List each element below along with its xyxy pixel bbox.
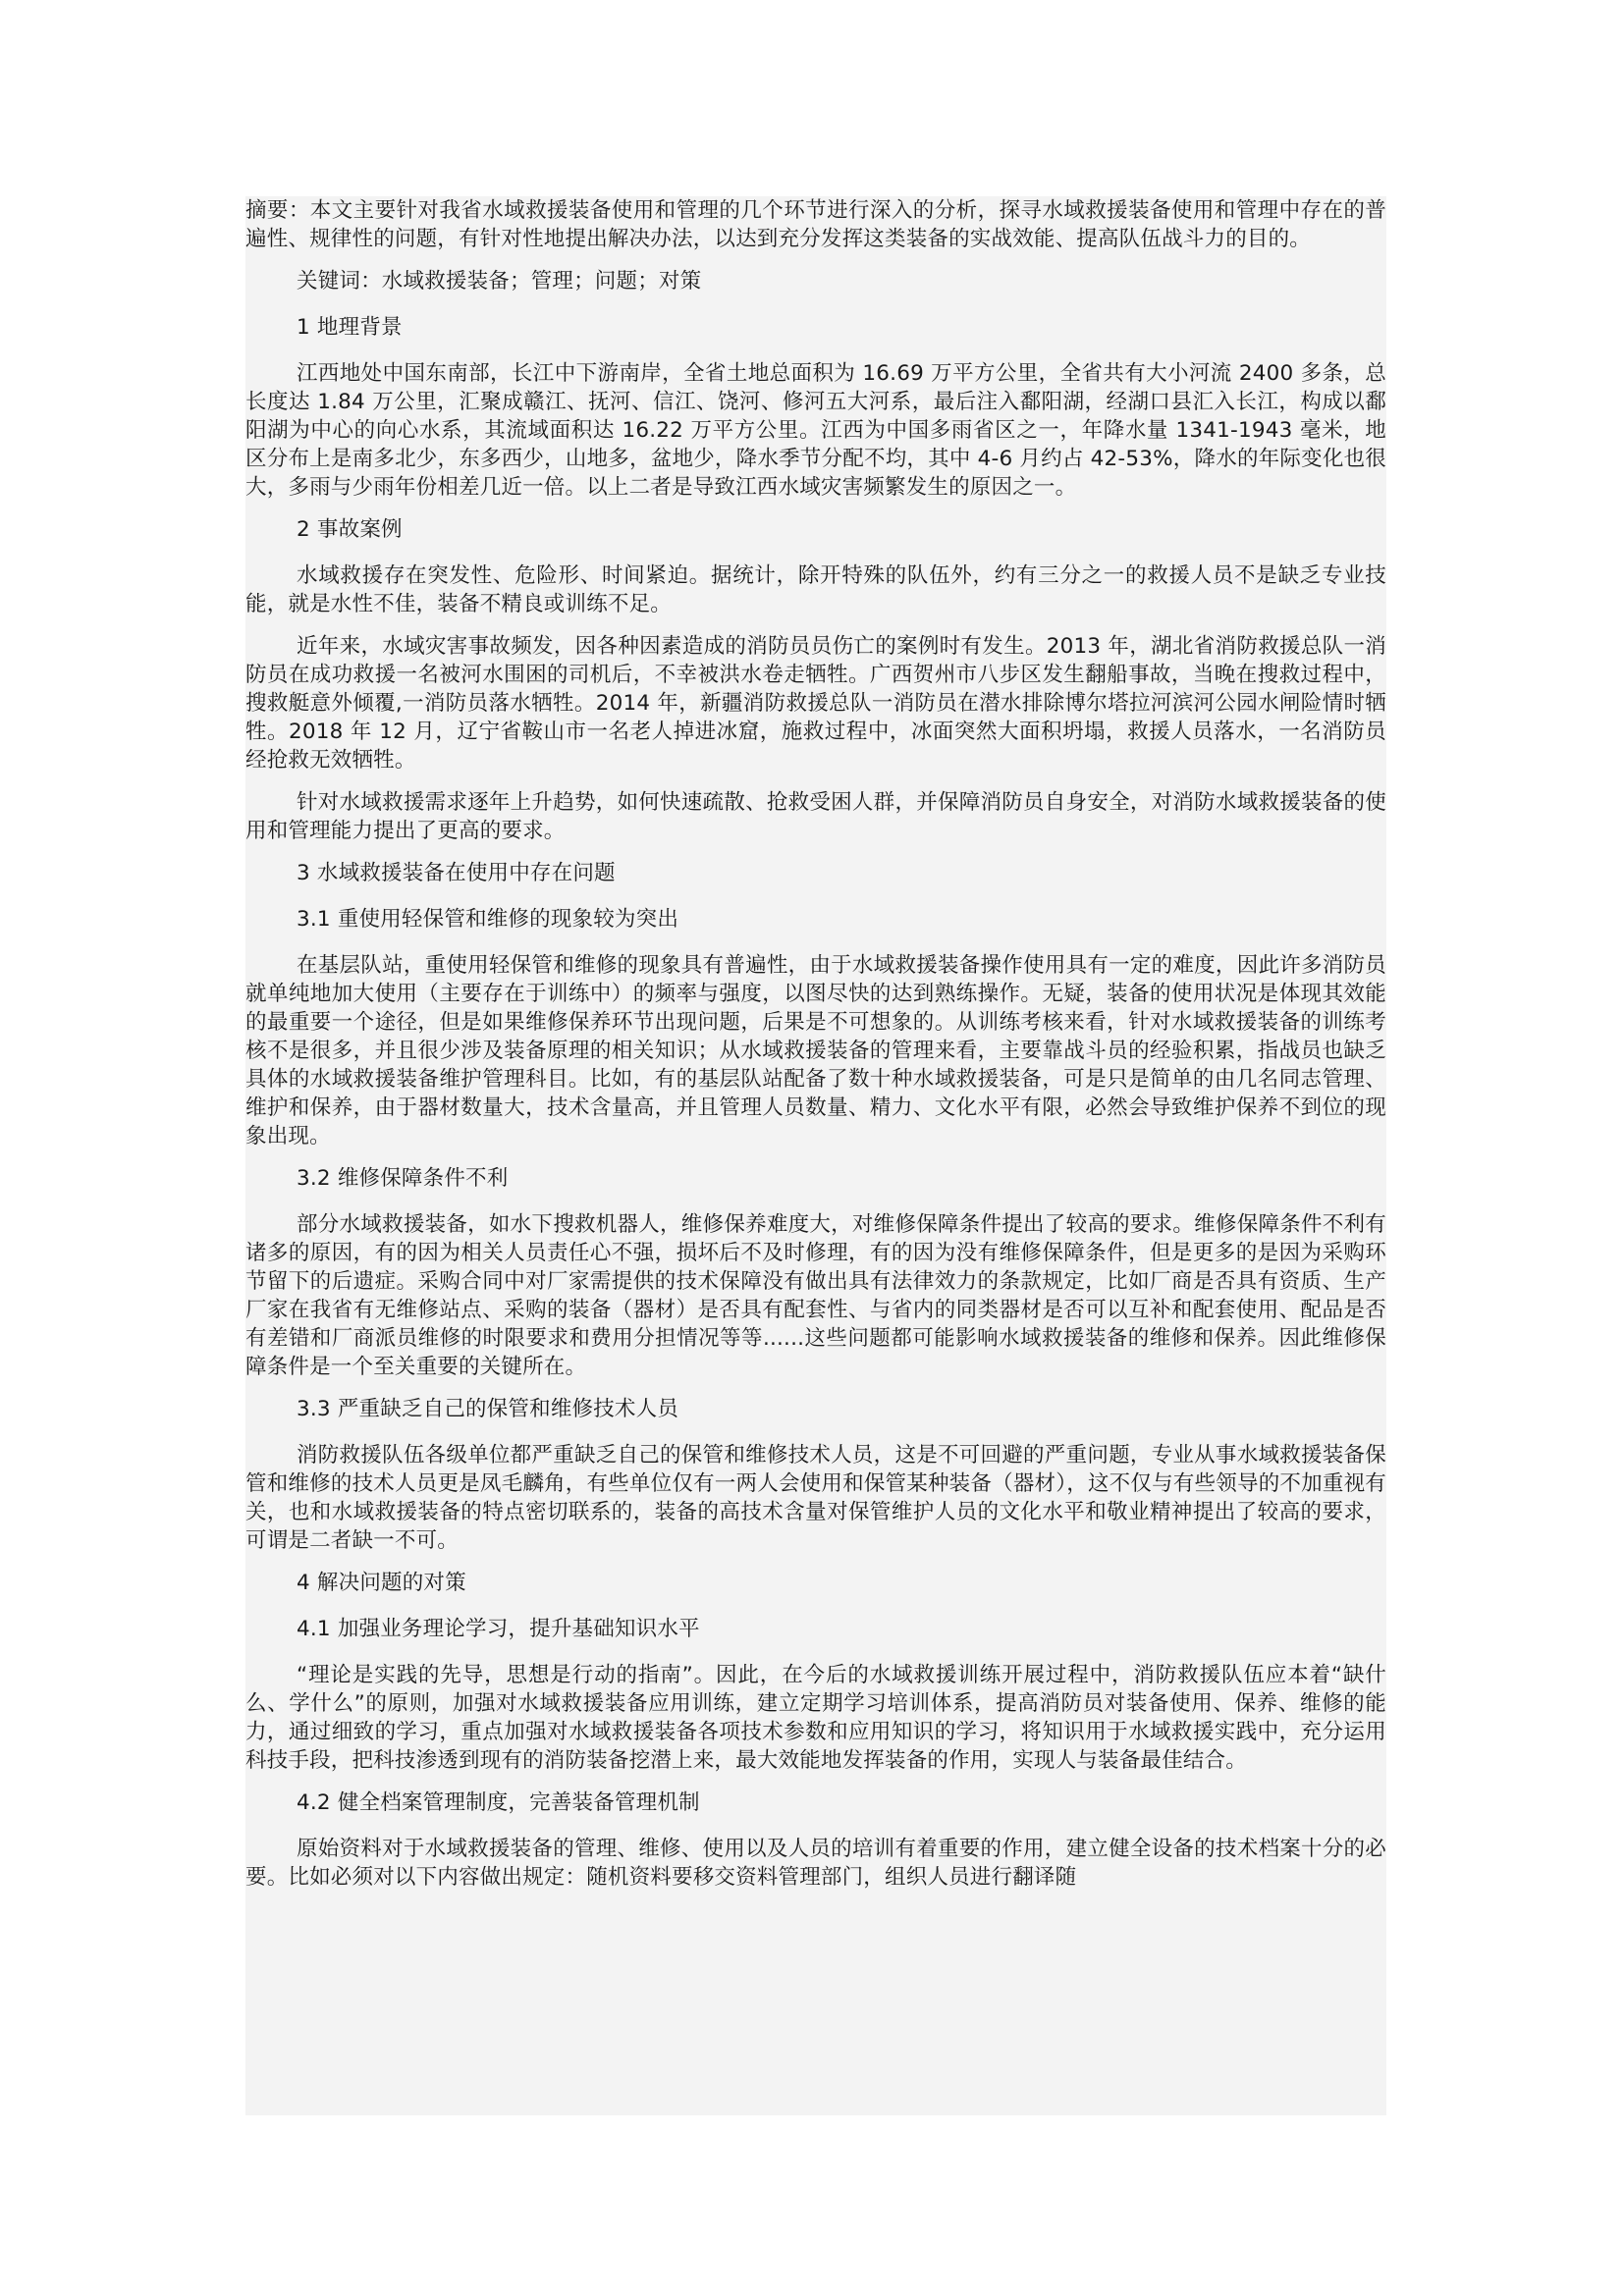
- body-paragraph: 水域救援存在突发性、危险形、时间紧迫。据统计，除开特殊的队伍外，约有三分之一的救援人员不是缺乏专业技能，就是水性不佳，装备不精良或训练不足。: [245, 563, 1386, 616]
- body-paragraph: 消防救援队伍各级单位都严重缺乏自己的保管和维修技术人员，这是不可回避的严重问题，专业从事水域救援装备保管和维修的技术人员更是凤毛麟角，有些单位仅有一两人会使用和保管某种装备（器材），这不仅与有些领导的不加重视有关，也和水域救援装备的特点密切联系的，装备的高技术含量对保管维护人员的文化水平和敬业精神提出了较高的要求，可谓是二者缺一不可。: [245, 1443, 1386, 1553]
- abstract-paragraph: 摘要：本文主要针对我省水域救援装备使用和管理的几个环节进行深入的分析，探寻水域救援装备使用和管理中存在的普遍性、规律性的问题，有针对性地提出解决办法，以达到充分发挥这类装备的实战效能、提高队伍战斗力的目的。: [245, 198, 1386, 251]
- document-page: [245, 196, 1386, 2115]
- subsection-heading: 3.2 维修保障条件不利: [297, 1166, 509, 1191]
- body-paragraph: 在基层队站，重使用轻保管和维修的现象具有普遍性，由于水域救援装备操作使用具有一定的难度，因此许多消防员就单纯地加大使用（主要存在于训练中）的频率与强度，以图尽快的达到熟练操作。无疑，装备的使用状况是体现其效能的最重要一个途径，但是如果维修保养环节出现问题，后果是不可想象的。从训练考核来看，针对水域救援装备的训练考核不是很多，并且很少涉及装备原理的相关知识；从水域救援装备的管理来看，主要靠战斗员的经验积累，指战员也缺乏具体的水域救援装备维护管理科目。比如，有的基层队站配备了数十种水域救援装备，可是只是简单的由几名同志管理、维护和保养，由于器材数量大，技术含量高，并且管理人员数量、精力、文化水平有限，必然会导致维护保养不到位的现象出现。: [245, 953, 1386, 1148]
- section-heading: 4 解决问题的对策: [297, 1571, 466, 1595]
- body-paragraph: “理论是实践的先导，思想是行动的指南”。因此，在今后的水域救援训练开展过程中，消防救援队伍应本着“缺什么、学什么”的原则，加强对水域救援装备应用训练，建立定期学习培训体系，提高消防员对装备使用、保养、维修的能力，通过细致的学习，重点加强对水域救援装备各项技术参数和应用知识的学习，将知识用于水域救援实践中，充分运用科技手段，把科技渗透到现有的消防装备挖潜上来，最大效能地发挥装备的作用，实现人与装备最佳结合。: [245, 1663, 1386, 1773]
- section-heading: 3 水域救援装备在使用中存在问题: [297, 861, 616, 885]
- body-paragraph: 部分水域救援装备，如水下搜救机器人，维修保养难度大，对维修保障条件提出了较高的要求。维修保障条件不利有诸多的原因，有的因为相关人员责任心不强，损坏后不及时修理，有的因为没有维修保障条件，但是更多的是因为采购环节留下的后遗症。采购合同中对厂家需提供的技术保障没有做出具有法律效力的条款规定，比如厂商是否具有资质、生产厂家在我省有无维修站点、采购的装备（器材）是否具有配套性、与省内的同类器材是否可以互补和配套使用、配品是否有差错和厂商派员维修的时限要求和费用分担情况等等......这些问题都可能影响水域救援装备的维修和保养。因此维修保障条件是一个至关重要的关键所在。: [245, 1212, 1386, 1379]
- subsection-heading: 4.2 健全档案管理制度，完善装备管理机制: [297, 1790, 700, 1815]
- subsection-heading: 3.3 严重缺乏自己的保管和维修技术人员: [297, 1397, 679, 1421]
- section-heading: 1 地理背景: [297, 315, 403, 340]
- subsection-heading: 3.1 重使用轻保管和维修的现象较为突出: [297, 907, 679, 932]
- body-paragraph: 针对水域救援需求逐年上升趋势，如何快速疏散、抢救受困人群，并保障消防员自身安全，对消防水域救援装备的使用和管理能力提出了更高的要求。: [245, 790, 1386, 843]
- body-paragraph: 近年来，水域灾害事故频发，因各种因素造成的消防员员伤亡的案例时有发生。2013 年，湖北省消防救援总队一消防员在成功救援一名被河水围困的司机后，不幸被洪水卷走牺牲。广西贺州市八步区发生翻船事故，当晚在搜救过程中，搜救艇意外倾覆,一消防员落水牺牲。2014 年，新疆消防救援总队一消防员在潜水排除博尔塔拉河滨河公园水闸险情时牺牲。2018 年 12 月，辽宁省鞍山市一名老人掉进冰窟，施救过程中，冰面突然大面积坍塌，救援人员落水，一名消防员经抢救无效牺牲。: [245, 634, 1386, 773]
- body-paragraph: 江西地处中国东南部，长江中下游南岸，全省土地总面积为 16.69 万平方公里，全省共有大小河流 2400 多条，总长度达 1.84 万公里，汇聚成赣江、抚河、信江、饶河、修河五大河系，最后注入鄱阳湖，经湖口县汇入长江，构成以鄱阳湖为中心的向心水系，其流域面积达 16.22 万平方公里。江西为中国多雨省区之一，年降水量 1341-1943 毫米，地区分布上是南多北少，东多西少，山地多，盆地少，降水季节分配不均，其中 4-6 月约占 42-53%，降水的年际变化也很大，多雨与少雨年份相差几近一倍。以上二者是导致江西水域灾害频繁发生的原因之一。: [245, 361, 1386, 500]
- keywords-line: 关键词：水域救援装备；管理；问题；对策: [297, 269, 702, 294]
- body-paragraph: 原始资料对于水域救援装备的管理、维修、使用以及人员的培训有着重要的作用，建立健全设备的技术档案十分的必要。比如必须对以下内容做出规定：随机资料要移交资料管理部门，组织人员进行翻译随: [245, 1837, 1386, 1890]
- subsection-heading: 4.1 加强业务理论学习，提升基础知识水平: [297, 1617, 700, 1641]
- section-heading: 2 事故案例: [297, 517, 403, 542]
